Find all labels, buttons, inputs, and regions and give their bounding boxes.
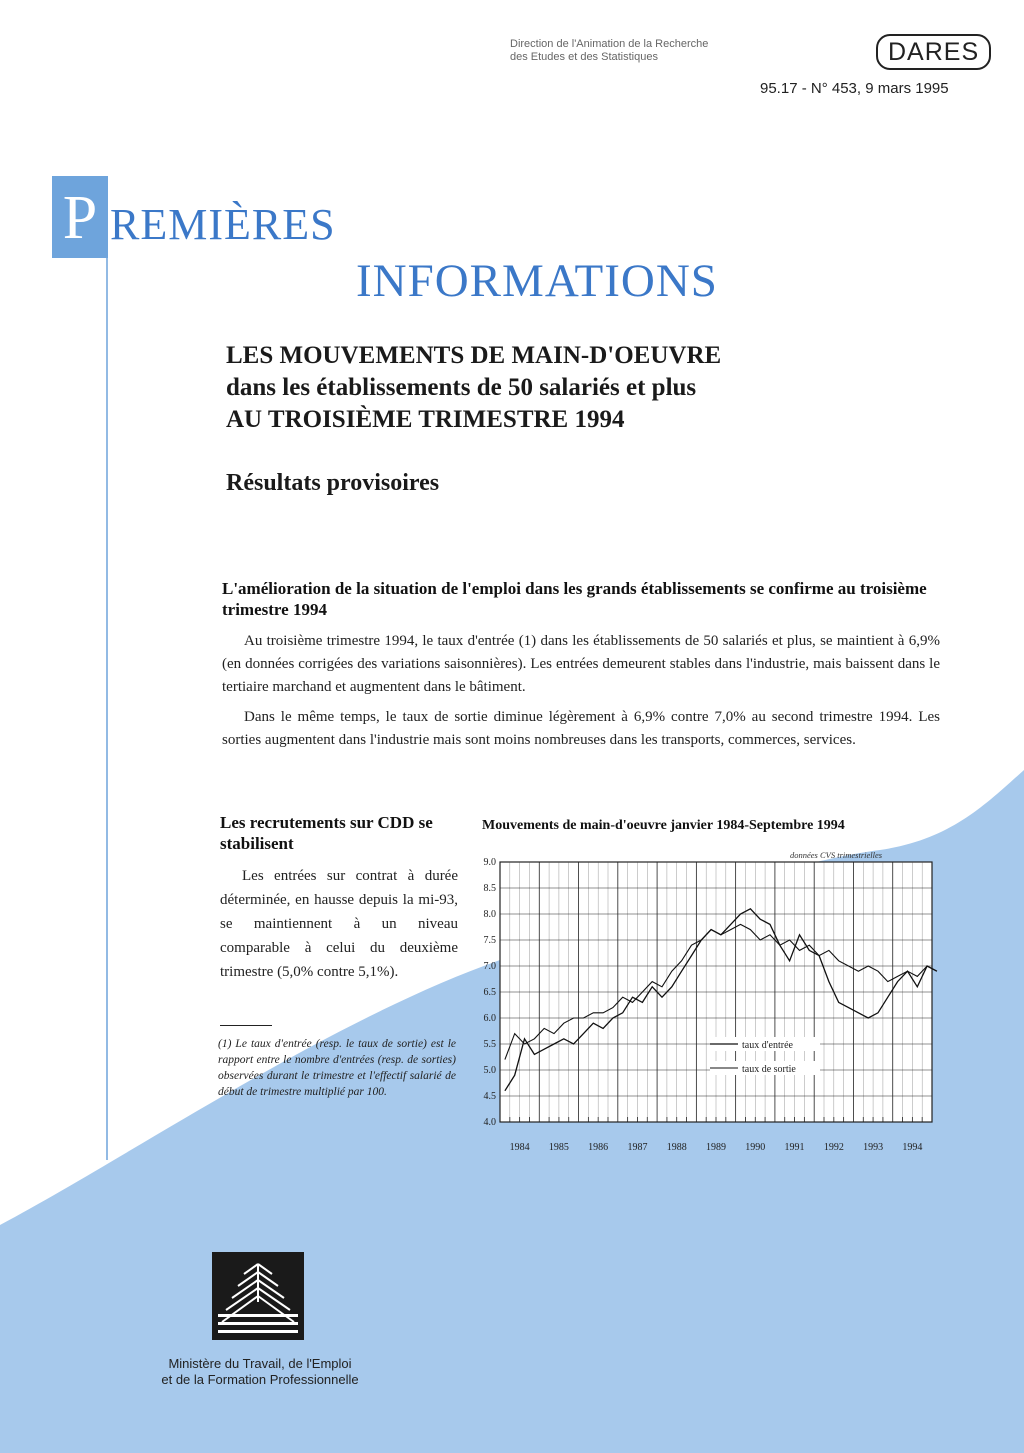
chart-x-tick-label: 1993 [863, 1142, 884, 1153]
chart-y-tick-label: 9.0 [483, 857, 496, 868]
dares-logo: DARES [876, 34, 991, 70]
masthead-initial: P [52, 176, 108, 258]
chart-x-tick-label: 1984 [509, 1142, 530, 1153]
chart-x-tick-label: 1994 [902, 1142, 923, 1153]
chart-note: données CVS trimestrielles [790, 850, 883, 860]
paragraph-exits: Dans le même temps, le taux de sortie diminue légèrement à 6,9% contre 7,0% au second trimestre 1994. Les sorties augmentent dans l'industrie mais sont moins nombreuses dans les transports, commerces, services. [222, 709, 940, 748]
chart-y-tick-label: 6.0 [483, 1013, 496, 1024]
chart-x-tick-label: 1986 [588, 1142, 609, 1153]
chart-y-tick-label: 4.5 [483, 1091, 496, 1102]
chart-y-tick-label: 7.0 [483, 961, 496, 972]
title-line-1: LES MOUVEMENTS DE MAIN-D'OEUVRE [226, 342, 722, 369]
chart-x-tick-label: 1990 [745, 1142, 766, 1153]
chart-legend-label: taux de sortie [742, 1064, 796, 1075]
footnote-rule [220, 1025, 272, 1026]
section-heading-cdd: Les recrutements sur CDD se stabilisent [220, 813, 433, 853]
chart-x-tick-label: 1989 [706, 1142, 726, 1153]
section-heading-employment: L'amélioration de la situation de l'emploi dans les grands établissements se confirme au troisième trimestre 1994 [222, 579, 927, 619]
issue-number: 95.17 - N° 453, 9 mars 1995 [760, 80, 949, 97]
org-line-1: Direction de l'Animation de la Recherche [510, 38, 709, 50]
chart-title: Mouvements de main-d'oeuvre janvier 1984-Septembre 1994 [482, 818, 845, 833]
document-title [226, 340, 926, 436]
ministry-name [120, 1356, 400, 1388]
chart-legend-label: taux d'entrée [742, 1040, 793, 1051]
chart-y-tick-label: 6.5 [483, 987, 496, 998]
footnote: (1) Le taux d'entrée (resp. le taux de sortie) est le rapport entre le nombre d'entrées (resp. de sorties) observées durant le trimestre et l'effectif salarié de début de trimestre multiplié par 100. [218, 1038, 456, 1098]
ministry-logo [212, 1252, 304, 1340]
chart-x-tick-label: 1985 [548, 1142, 569, 1153]
chart-y-tick-label: 7.5 [483, 935, 496, 946]
chart-x-tick-label: 1991 [784, 1142, 805, 1153]
title-line-2: dans les établissements de 50 salariés et plus [226, 374, 697, 401]
chart-y-tick-label: 5.5 [483, 1039, 496, 1050]
masthead-word-premieres: REMIÈRES [110, 200, 336, 249]
org-line-2: des Etudes et des Statistiques [510, 51, 658, 63]
org-name [510, 38, 708, 64]
title-line-3: AU TROISIÈME TRIMESTRE 1994 [226, 406, 625, 433]
chart-y-tick-label: 8.0 [483, 909, 496, 920]
chart-y-tick-label: 8.5 [483, 883, 496, 894]
labour-movements-chart [470, 856, 940, 1158]
paragraph-entries: Au troisième trimestre 1994, le taux d'entrée (1) dans les établissements de 50 salariés et plus, se maintient à 6,9% (en données corrigées des variations saisonnières). Les entrées demeurent stables dans l'industrie, mais baissent dans le tertiaire marchand et augmentent dans le bâtiment. [222, 633, 940, 695]
chart-x-tick-label: 1988 [666, 1142, 687, 1153]
chart-x-tick-label: 1987 [627, 1142, 648, 1153]
chart-y-tick-label: 5.0 [483, 1065, 496, 1076]
chart-x-tick-label: 1992 [823, 1142, 844, 1153]
ministry-line-2: et de la Formation Professionnelle [161, 1372, 359, 1387]
paragraph-cdd: Les entrées sur contrat à durée déterminée, en hausse depuis la mi-93, se maintiennent à un niveau comparable à celui du deuxième trimestre (5,0% contre 5,1%). [220, 868, 458, 980]
document-subtitle: Résultats provisoires [226, 470, 440, 496]
masthead-word-informations: INFORMATIONS [356, 255, 718, 307]
chart-y-tick-label: 4.0 [483, 1117, 496, 1128]
ministry-line-1: Ministère du Travail, de l'Emploi [168, 1356, 352, 1371]
